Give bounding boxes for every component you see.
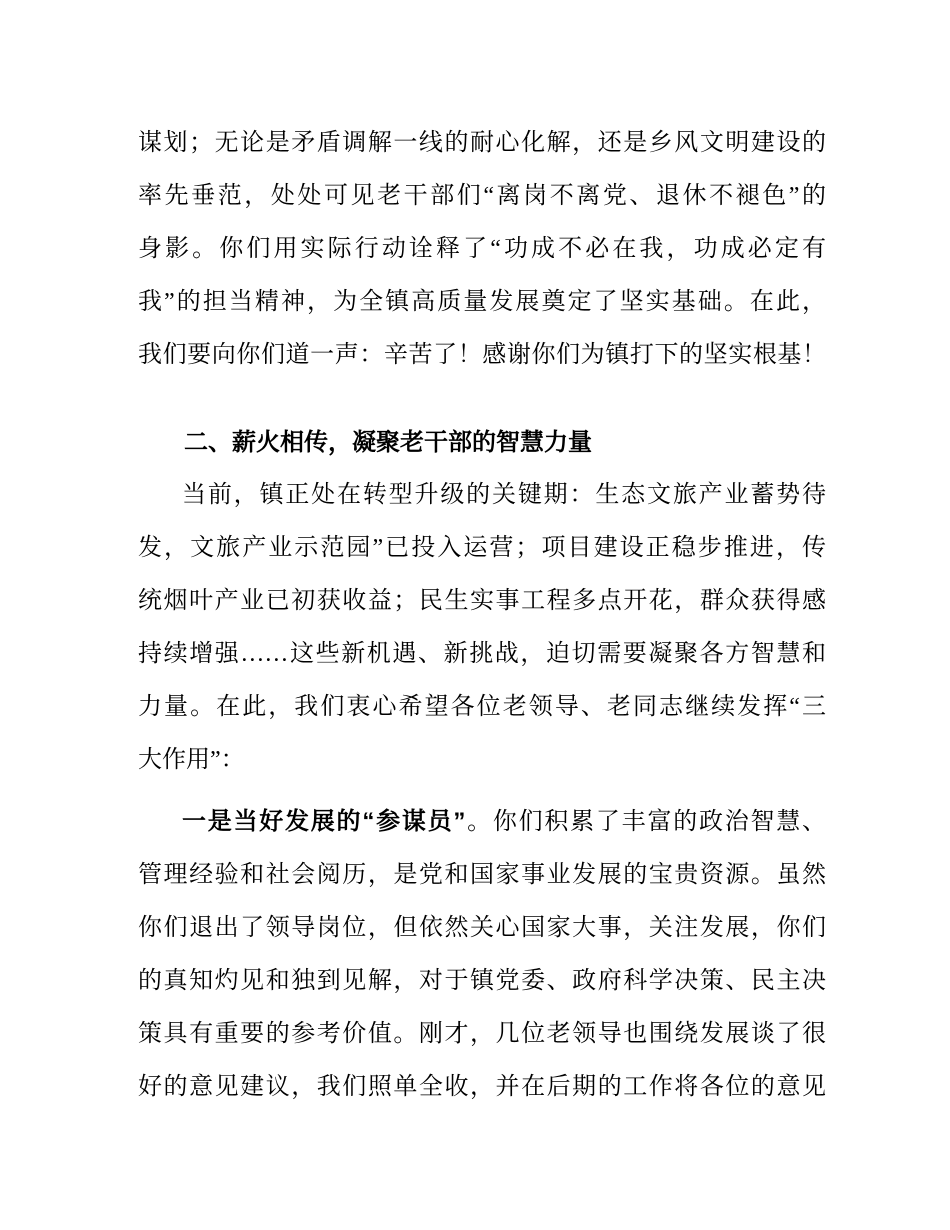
paragraph-continuation <box>138 117 826 382</box>
paragraph-current-situation <box>138 469 826 787</box>
text-line: 力量。在此，我们衷心希望各位老领导、老同志继续发挥“三 <box>138 694 826 720</box>
text-line: 你们退出了领导岗位，但依然关心国家大事，关注发展，你们 <box>138 915 826 941</box>
text-line: 率先垂范，处处可见老干部们“离岗不离党、退休不褪色”的 <box>138 183 826 209</box>
text-run: 。你们积累了丰富的政治智慧、 <box>465 809 826 835</box>
paragraph-advisor-role <box>138 795 826 1114</box>
text-line: 我”的担当精神，为全镇高质量发展奠定了坚实基础。在此， <box>138 289 826 315</box>
text-line: 好的意见建议，我们照单全收，并在后期的工作将各位的意见 <box>138 1074 826 1100</box>
text-line: 的真知灼见和独到见解，对于镇党委、政府科学决策、民主决 <box>138 968 826 994</box>
text-line: 谋划；无论是矛盾调解一线的耐心化解，还是乡风文明建设的 <box>138 130 826 156</box>
text-line: 管理经验和社会阅历，是党和国家事业发展的宝贵资源。虽然 <box>138 862 826 888</box>
text-line <box>138 795 826 849</box>
text-line: 策具有重要的参考价值。刚才，几位老领导也围绕发展谈了很 <box>138 1021 826 1047</box>
text-line: 发，文旅产业示范园”已投入运营；项目建设正稳步推进，传 <box>138 535 826 561</box>
text-line: 当前，镇正处在转型升级的关键期：生态文旅产业蓄势待 <box>182 482 826 508</box>
text-line: 身影。你们用实际行动诠释了“功成不必在我，功成必定有 <box>138 236 826 262</box>
text-line: 我们要向你们道一声：辛苦了！感谢你们为镇打下的坚实根基！ <box>138 342 826 368</box>
text-line: 统烟叶产业已初获收益；民生实事工程多点开花，群众获得感 <box>138 588 826 614</box>
section-heading: 二、薪火相传，凝聚老干部的智慧力量 <box>184 429 592 456</box>
bold-lead-in: 一是当好发展的“参谋员” <box>182 808 466 835</box>
text-line: 大作用”： <box>138 747 245 773</box>
text-line: 持续增强……这些新机遇、新挑战，迫切需要凝聚各方智慧和 <box>138 641 826 667</box>
